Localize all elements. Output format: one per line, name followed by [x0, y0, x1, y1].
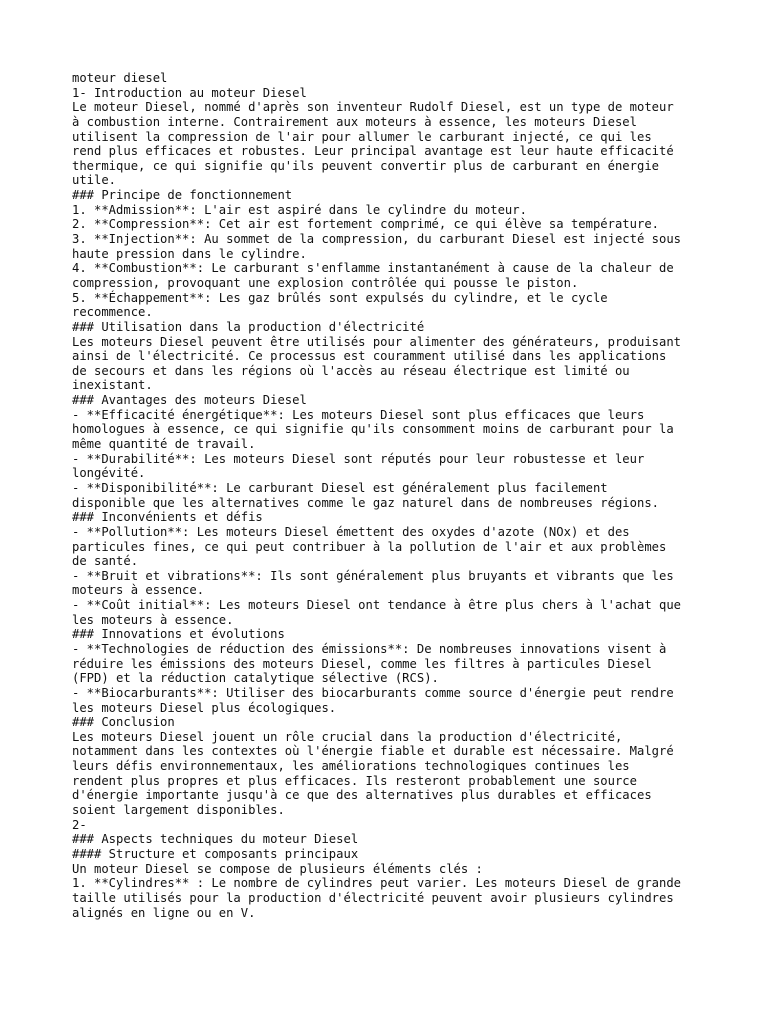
document-body — [72, 71, 712, 920]
text-line: ainsi de l'électricité. Ce processus est couramment utilisé dans les applications — [72, 349, 667, 364]
text-line: longévité. — [72, 466, 146, 481]
text-line: même quantité de travail. — [72, 437, 256, 452]
text-line: d'énergie importante jusqu'à ce que des alternatives plus durables et efficaces — [72, 788, 652, 803]
text-line: #### Structure et composants principaux — [72, 846, 359, 861]
text-line: 5. **Échappement**: Les gaz brûlés sont expulsés du cylindre, et le cycle — [72, 290, 608, 305]
text-line: ### Utilisation dans la production d'électricité — [72, 319, 425, 334]
text-line: 1- Introduction au moteur Diesel — [72, 85, 307, 100]
text-line: de secours et dans les régions où l'accès au réseau électrique est limité ou — [72, 363, 630, 378]
text-line: leurs défis environnementaux, les améliorations technologiques continues les — [72, 759, 630, 774]
text-line: soient largement disponibles. — [72, 803, 285, 818]
text-line: rendent plus propres et plus efficaces. Ils resteront probablement une source — [72, 773, 637, 788]
text-line: ### Inconvénients et défis — [72, 510, 263, 525]
text-line: Les moteurs Diesel peuvent être utilisés pour alimenter des générateurs, produisant — [72, 334, 682, 349]
text-line: 4. **Combustion**: Le carburant s'enflamme instantanément à cause de la chaleur de — [72, 261, 674, 276]
text-line: compression, provoquant une explosion contrôlée qui pousse le piston. — [72, 275, 579, 290]
text-line: réduire les émissions des moteurs Diesel, comme les filtres à particules Diesel — [72, 656, 652, 671]
text-line: - **Durabilité**: Les moteurs Diesel sont réputés pour leur robustesse et leur — [72, 451, 645, 466]
text-line: moteurs à essence. — [72, 583, 205, 598]
text-line: thermique, ce qui signifie qu'ils peuvent convertir plus de carburant en énergie — [72, 158, 659, 173]
text-line: - **Efficacité énergétique**: Les moteurs Diesel sont plus efficaces que leurs — [72, 407, 645, 422]
text-line: rend plus efficaces et robustes. Leur principal avantage est leur haute efficacité — [72, 144, 674, 159]
text-line: taille utilisés pour la production d'électricité peuvent avoir plusieurs cylindres — [72, 890, 674, 905]
text-line: 1. **Cylindres** : Le nombre de cylindres peut varier. Les moteurs Diesel de grande — [72, 876, 682, 891]
text-line: - **Pollution**: Les moteurs Diesel émettent des oxydes d'azote (NOx) et des — [72, 524, 630, 539]
text-line: de santé. — [72, 554, 139, 569]
text-line: 2. **Compression**: Cet air est fortement comprimé, ce qui élève sa température. — [72, 217, 659, 232]
text-line: particules fines, ce qui peut contribuer à la pollution de l'air et aux problèmes — [72, 539, 667, 554]
text-line: ### Innovations et évolutions — [72, 627, 285, 642]
text-line: disponible que les alternatives comme le gaz naturel dans de nombreuses régions. — [72, 495, 659, 510]
text-line: - **Coût initial**: Les moteurs Diesel ont tendance à être plus chers à l'achat que — [72, 598, 682, 613]
text-line: homologues à essence, ce qui signifie qu'ils consomment moins de carburant pour la — [72, 422, 674, 437]
text-line: - **Bruit et vibrations**: Ils sont généralement plus bruyants et vibrants que les — [72, 568, 674, 583]
text-line: haute pression dans le cylindre. — [72, 246, 307, 261]
text-line: Un moteur Diesel se compose de plusieurs éléments clés : — [72, 861, 483, 876]
text-line: - **Disponibilité**: Le carburant Diesel est généralement plus facilement — [72, 480, 608, 495]
text-line: 2- — [72, 817, 87, 832]
text-line: ### Conclusion — [72, 715, 175, 730]
text-line: inexistant. — [72, 378, 153, 393]
text-line: ### Aspects techniques du moteur Diesel — [72, 832, 359, 847]
text-line: ### Avantages des moteurs Diesel — [72, 393, 307, 408]
text-line: ### Principe de fonctionnement — [72, 188, 293, 203]
text-line: - **Biocarburants**: Utiliser des biocarburants comme source d'énergie peut rendre — [72, 685, 674, 700]
text-line: 1. **Admission**: L'air est aspiré dans le cylindre du moteur. — [72, 202, 527, 217]
text-line: Le moteur Diesel, nommé d'après son inventeur Rudolf Diesel, est un type de moteur — [72, 100, 674, 115]
text-line: (FPD) et la réduction catalytique sélective (RCS). — [72, 671, 439, 686]
text-line: alignés en ligne ou en V. — [72, 905, 256, 920]
text-line: Les moteurs Diesel jouent un rôle crucial dans la production d'électricité, — [72, 729, 623, 744]
text-line: les moteurs Diesel plus écologiques. — [72, 700, 337, 715]
text-line: utilisent la compression de l'air pour allumer le carburant injecté, ce qui les — [72, 129, 652, 144]
text-line: - **Technologies de réduction des émissions**: De nombreuses innovations visent à — [72, 641, 667, 656]
text-line: utile. — [72, 173, 117, 188]
text-line: recommence. — [72, 305, 153, 320]
text-line: notamment dans les contextes où l'énergie fiable et durable est nécessaire. Malgré — [72, 744, 674, 759]
text-line: 3. **Injection**: Au sommet de la compression, du carburant Diesel est injecté sous — [72, 232, 682, 247]
text-line: à combustion interne. Contrairement aux moteurs à essence, les moteurs Diesel — [72, 114, 637, 129]
text-line: moteur diesel — [72, 71, 168, 85]
text-line: les moteurs à essence. — [72, 612, 234, 627]
